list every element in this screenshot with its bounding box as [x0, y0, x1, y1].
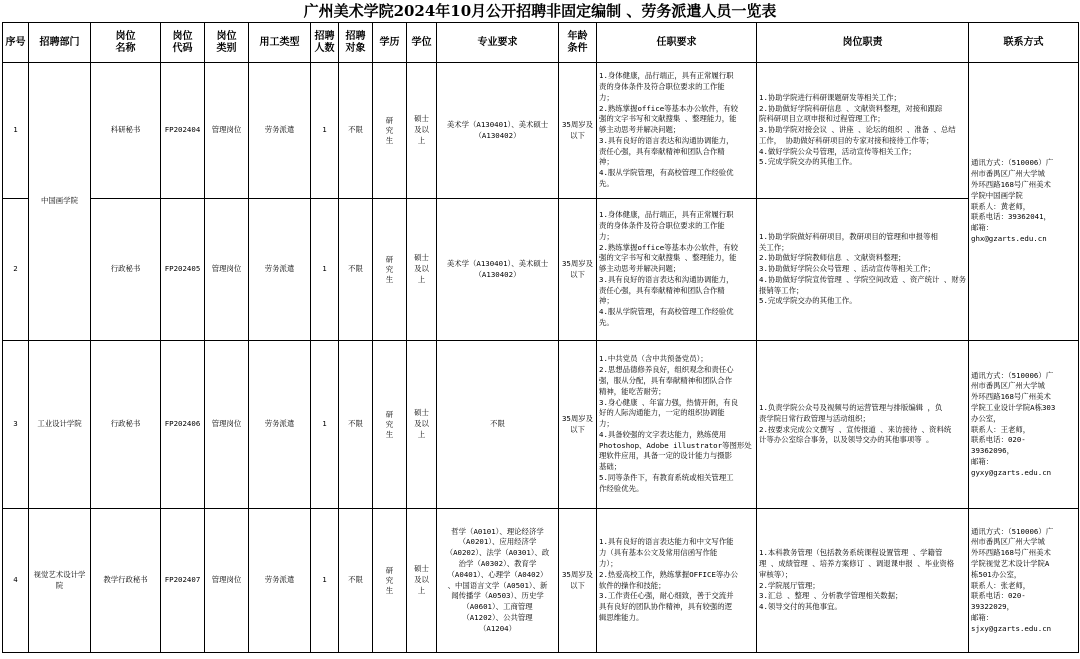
- header-requirements: 任职要求: [597, 23, 757, 63]
- duties-cell-line: 1.协助学院进行科研课题研发等相关工作；: [759, 92, 901, 102]
- post-code-cell: FP202406: [161, 341, 205, 509]
- contact-cell-line: 外环西路168号广州美术: [971, 548, 1051, 558]
- degree-cell-line: 硕士: [414, 564, 429, 574]
- requirements-cell-line: 精神，能吃苦耐劳；: [599, 386, 666, 396]
- edu-cell: [373, 341, 407, 509]
- header-post-name: 岗位 名称: [91, 23, 161, 63]
- employ-type-cell: 劳务派遣: [249, 63, 311, 199]
- major-cell-line: （A130402）: [474, 269, 521, 279]
- degree-cell-line: 及以: [414, 125, 429, 135]
- requirements-cell-line: 1.身体健康，品行端正，具有正常履行职: [599, 210, 734, 220]
- degree-cell-lines: [409, 253, 434, 285]
- requirements-cell-line: 作经验优先。: [599, 483, 644, 493]
- seq-cell: 1: [3, 63, 29, 199]
- target-cell: 不限: [339, 199, 373, 341]
- degree-cell-line: 硕士: [414, 253, 429, 263]
- degree-cell-line: 上: [417, 585, 426, 595]
- contact-cell-line: gyxy@gzarts.edu.cn: [971, 467, 1052, 477]
- requirements-cell-line: 2.思想品德修养良好，组织观念和责任心: [599, 365, 734, 375]
- age-cell-lines: [561, 259, 594, 281]
- edu-cell-text: 研究生: [385, 565, 394, 595]
- header-seq: 序号: [3, 23, 29, 63]
- header-target: 招聘 对象: [339, 23, 373, 63]
- target-cell: 不限: [339, 509, 373, 653]
- duties-cell-line: 4.协助做好学院宣传管理 、学院空间改造 、资产统计 、财务: [759, 274, 967, 284]
- contact-cell: [969, 341, 1079, 509]
- duties-cell-line: 5.完成学院交办的其他工作。: [759, 157, 857, 167]
- duties-cell-line: 关工作；: [759, 242, 789, 252]
- contact-cell-line: 通讯方式：（510006）广: [971, 526, 1054, 536]
- degree-cell: [407, 199, 437, 341]
- duties-cell-line: 工作， 协助做好科研项目的专家对接和接待工作等；: [759, 135, 934, 145]
- contact-cell-line: sjxy@gzarts.edu.cn: [971, 623, 1052, 633]
- header-row: [3, 23, 1079, 63]
- degree-cell-line: 上: [417, 429, 426, 439]
- edu-cell: [373, 199, 407, 341]
- dept-cell: 视觉艺术设计学院: [29, 509, 91, 653]
- dept-cell: 中国画学院: [29, 63, 91, 341]
- duties-cell-lines: [759, 403, 966, 446]
- post-code-cell: FP202405: [161, 199, 205, 341]
- degree-cell-line: 硕士: [414, 408, 429, 418]
- count-cell: 1: [311, 341, 339, 509]
- page-title: 广州美术学院2024年10月公开招聘非固定编制 、劳务派遣人员一览表: [303, 2, 777, 20]
- contact-cell-line: 邮箱：: [971, 223, 994, 233]
- degree-cell-line: 上: [417, 135, 426, 145]
- requirements-cell-line: 好的人际沟通能力，一定的组织协调能: [599, 408, 725, 418]
- age-cell-lines: [561, 414, 594, 436]
- requirements-cell-line: 力；: [599, 231, 614, 241]
- major-cell-lines: [439, 259, 556, 281]
- duties-cell-line: 3.协助做好学院公众号管理 、活动宣传等相关工作；: [759, 264, 935, 274]
- major-cell: [437, 341, 559, 509]
- degree-cell-line: 硕士: [414, 114, 429, 124]
- contact-cell-line: 39322029，: [971, 602, 1014, 612]
- contact-cell-lines: [971, 527, 1076, 635]
- seq-cell: 4: [3, 509, 29, 653]
- requirements-cell-lines: [599, 210, 754, 329]
- requirements-cell-lines: [599, 537, 754, 623]
- edu-cell-text: 研究生: [385, 254, 394, 284]
- duties-cell-line: 1.负责学院公众号及视频号的运营管理与排版编辑 ，负: [759, 402, 943, 412]
- edu-cell-text: 研究生: [385, 409, 394, 439]
- requirements-cell-line: 力（具有基本公文及常用信函写作能: [599, 548, 718, 558]
- duties-cell-lines: [759, 548, 966, 613]
- age-cell-line: 以下: [570, 269, 585, 279]
- requirements-cell-line: 3.工作责任心强，耐心细致，善于交流并: [599, 591, 734, 601]
- major-cell-line: 不限: [490, 419, 505, 429]
- table-row: [3, 63, 1079, 199]
- degree-cell-line: 及以: [414, 419, 429, 429]
- degree-cell-line: 及以: [414, 264, 429, 274]
- header-post-code: 岗位 代码: [161, 23, 205, 63]
- duties-cell-line: 2.协助做好学院科研信息 、文献资料整理，对接和跟踪: [759, 103, 943, 113]
- requirements-cell-line: 神；: [599, 157, 614, 167]
- contact-cell-line: 学院中国画学院: [971, 190, 1023, 200]
- duties-cell-line: 4.做好学院公众号管理，活动宣传等相关工作；: [759, 146, 916, 156]
- header-major: 专业要求: [437, 23, 559, 63]
- age-cell-line: 35周岁及: [561, 413, 594, 423]
- requirements-cell-line: 3.具有良好的语言表达和沟通协调能力，: [599, 274, 734, 284]
- major-cell-lines: [439, 419, 556, 430]
- target-cell: 不限: [339, 341, 373, 509]
- post-type-cell: 管理岗位: [205, 509, 249, 653]
- requirements-cell-line: 责的身体条件及符合职位要求的工作能: [599, 220, 725, 230]
- age-cell-line: 35周岁及: [561, 258, 594, 268]
- contact-cell-line: 学院工业设计学院A栋303: [971, 402, 1056, 412]
- count-cell: 1: [311, 63, 339, 199]
- requirements-cell-line: 力）；: [599, 558, 618, 568]
- employ-type-cell: 劳务派遣: [249, 341, 311, 509]
- requirements-cell-line: 神；: [599, 296, 614, 306]
- degree-cell-line: 上: [417, 274, 426, 284]
- requirements-cell-line: 4.具备较强的文字表达能力，熟练使用: [599, 429, 727, 439]
- header-post-type: 岗位 类别: [205, 23, 249, 63]
- major-cell-line: （A1204）: [478, 623, 517, 633]
- degree-cell-line: 及以: [414, 575, 429, 585]
- contact-cell-line: 州市番禺区广州大学城: [971, 537, 1045, 547]
- major-cell-line: 闻传播学（A0503）、历史学: [451, 591, 544, 601]
- requirements-cell-line: Photoshop、Adobe illustrator等图形处: [599, 440, 752, 450]
- requirements-cell-line: 强的文字书写和文献搜集 、整理能力，能: [599, 253, 737, 263]
- requirements-cell: [597, 509, 757, 653]
- contact-cell-lines: [971, 371, 1076, 479]
- contact-cell: [969, 509, 1079, 653]
- requirements-cell-line: 强，服从分配，具有奉献精神和团队合作: [599, 375, 733, 385]
- age-cell-lines: [561, 570, 594, 592]
- requirements-cell-line: 力；: [599, 419, 614, 429]
- target-cell: 不限: [339, 63, 373, 199]
- contact-cell-line: 39362096，: [971, 446, 1014, 456]
- post-name-cell: 行政秘书: [91, 341, 161, 509]
- edu-cell: [373, 509, 407, 653]
- requirements-cell-line: 1.身体健康，品行端正，具有正常履行职: [599, 71, 734, 81]
- contact-cell-line: ghx@gzarts.edu.cn: [971, 233, 1047, 243]
- contact-cell-line: 州市番禺区广州大学城: [971, 381, 1045, 391]
- duties-cell: [757, 341, 969, 509]
- employ-type-cell: 劳务派遣: [249, 199, 311, 341]
- duties-cell-line: 院科研项目立项申报和过程管理工作；: [759, 114, 885, 124]
- major-cell-line: （A130402）: [474, 130, 521, 140]
- requirements-cell-line: 理软件应用，具备一定的设计能力与摄影: [599, 451, 733, 461]
- duties-cell-line: 3.汇总 、整理 、分析教学管理相关数据；: [759, 591, 903, 601]
- major-cell: [437, 63, 559, 199]
- header-age: 年龄 条件: [559, 23, 597, 63]
- requirements-cell-line: 先。: [599, 179, 614, 189]
- requirements-cell-line: 力；: [599, 92, 614, 102]
- duties-cell-line: 报销等工作；: [759, 285, 804, 295]
- requirements-cell: [597, 63, 757, 199]
- degree-cell-lines: [409, 408, 434, 440]
- post-code-cell: FP202404: [161, 63, 205, 199]
- contact-cell-line: 州市番禺区广州大学城: [971, 169, 1045, 179]
- table-row: [3, 341, 1079, 509]
- major-cell-line: 美术学（A130401）、美术硕士: [446, 258, 549, 268]
- seq-cell: 3: [3, 341, 29, 509]
- age-cell-line: 35周岁及: [561, 119, 594, 129]
- contact-cell-line: 通讯方式：（510006）广: [971, 158, 1054, 168]
- contact-cell-line: 联系电话：020-: [971, 591, 1026, 601]
- table-row: [3, 199, 1079, 341]
- age-cell: [559, 509, 597, 653]
- requirements-cell-line: 2.热爱高校工作，熟练掌握OFFICE等办公: [599, 569, 739, 579]
- header-contact: 联系方式: [969, 23, 1079, 63]
- employ-type-cell: 劳务派遣: [249, 509, 311, 653]
- seq-cell: 2: [3, 199, 29, 341]
- dept-cell: 工业设计学院: [29, 341, 91, 509]
- requirements-cell: [597, 199, 757, 341]
- contact-cell-line: 联系电话：020-: [971, 435, 1026, 445]
- requirements-cell-line: 够主动思考并解决问题；: [599, 125, 681, 135]
- duties-cell-line: 2.协助做好学院教师信息 、文献资料整理；: [759, 253, 906, 263]
- post-type-cell: 管理岗位: [205, 341, 249, 509]
- major-cell-line: 哲学（A0101）、理论经济学: [451, 526, 544, 536]
- requirements-cell-line: 1.具有良好的语言表达能力和中文写作能: [599, 537, 734, 547]
- major-cell: [437, 199, 559, 341]
- major-cell-line: 治学（A0302）、教育学: [458, 558, 537, 568]
- contact-cell-line: 栋501办公室，: [971, 569, 1022, 579]
- major-cell-lines: [439, 120, 556, 142]
- header-dept: 招聘部门: [29, 23, 91, 63]
- requirements-cell-line: 3.具有良好的语言表达和沟通协调能力，: [599, 135, 734, 145]
- requirements-cell-line: 1.中共党员（含中共预备党员）；: [599, 354, 708, 364]
- header-employ-type: 用工类型: [249, 23, 311, 63]
- post-name-cell: 科研秘书: [91, 63, 161, 199]
- major-cell-line: 、中国语言文学（A0501）、新: [447, 580, 548, 590]
- duties-cell-line: 计等办公室综合事务，以及领导交办的其他事项等 。: [759, 435, 934, 445]
- age-cell-line: 以下: [570, 580, 585, 590]
- requirements-cell: [597, 341, 757, 509]
- contact-cell-line: 邮箱：: [971, 456, 994, 466]
- header-edu: 学历: [373, 23, 407, 63]
- requirements-cell-line: 4.服从学院管理，有高校管理工作经验优: [599, 307, 734, 317]
- post-code-cell: FP202407: [161, 509, 205, 653]
- duties-cell: [757, 63, 969, 199]
- duties-cell-line: 1.协助学院做好科研项目，教研项目的管理和申报等相: [759, 231, 938, 241]
- degree-cell-lines: [409, 114, 434, 146]
- age-cell-line: 35周岁及: [561, 569, 594, 579]
- requirements-cell-lines: [599, 71, 754, 190]
- duties-cell: [757, 199, 969, 341]
- duties-cell-line: 5.完成学院交办的其他工作。: [759, 296, 857, 306]
- duties-cell-line: 2.学院展厅管理；: [759, 580, 820, 590]
- age-cell-line: 以下: [570, 130, 585, 140]
- contact-cell-line: 学院视觉艺术设计学院A: [971, 558, 1050, 568]
- major-cell-line: （A0401）、心理学（A0402）: [447, 569, 548, 579]
- major-cell-line: 美术学（A130401）、美术硕士: [446, 119, 549, 129]
- requirements-cell-line: 2.熟练掌握office等基本办公软件，有较: [599, 242, 739, 252]
- requirements-cell-line: 2.熟练掌握office等基本办公软件，有较: [599, 103, 739, 113]
- degree-cell: [407, 509, 437, 653]
- header-count: 招聘 人数: [311, 23, 339, 63]
- duties-cell-line: 审核等）；: [759, 569, 793, 579]
- contact-cell-line: 通讯方式：（510006）广: [971, 370, 1054, 380]
- duties-cell-line: 3.协助学院对接会议 、讲座 、论坛的组织 、准备 、总结: [759, 125, 956, 135]
- duties-cell-line: 1.本科教务管理（包括教务系统课程设置管理 、学籍管: [759, 548, 943, 558]
- age-cell-lines: [561, 120, 594, 142]
- requirements-cell-line: 具有良好的团队协作精神，具有较强的逻: [599, 602, 733, 612]
- age-cell-line: 以下: [570, 424, 585, 434]
- requirements-cell-line: 3.身心健康 、年富力强，热情开朗，有良: [599, 397, 738, 407]
- contact-cell-lines: [971, 158, 1076, 244]
- recruitment-table: [2, 22, 1079, 653]
- contact-cell-line: 外环西路168号广州美术: [971, 392, 1051, 402]
- age-cell: [559, 341, 597, 509]
- post-name-cell: 教学行政秘书: [91, 509, 161, 653]
- duties-cell-line: 理 、成绩管理 、培养方案修订 、调退课申报 、毕业资格: [759, 558, 955, 568]
- header-duties: 岗位职责: [757, 23, 969, 63]
- duties-cell-lines: [759, 93, 966, 169]
- contact-cell-line: 邮箱：: [971, 612, 994, 622]
- age-cell: [559, 199, 597, 341]
- table-row: [3, 509, 1079, 653]
- major-cell-lines: [439, 527, 556, 635]
- header-degree: 学位: [407, 23, 437, 63]
- major-cell-line: （A1202）、公共管理: [462, 612, 533, 622]
- requirements-cell-line: 够主动思考并解决问题；: [599, 264, 681, 274]
- major-cell-line: （A0601）、工商管理: [462, 602, 533, 612]
- requirements-cell-lines: [599, 354, 754, 494]
- degree-cell: [407, 63, 437, 199]
- duties-cell-line: 4.领导交付的其他事宜。: [759, 602, 842, 612]
- requirements-cell-line: 强的文字书写和文献搜集 、整理能力，能: [599, 114, 737, 124]
- requirements-cell-line: 责任心强，具有奉献精神和团队合作精: [599, 146, 725, 156]
- contact-cell-line: 办公室，: [971, 413, 1001, 423]
- count-cell: 1: [311, 199, 339, 341]
- edu-cell: [373, 63, 407, 199]
- duties-cell-line: 2.按要求完成公文撰写 、宣传报道 、来访接待 、资料统: [759, 424, 952, 434]
- requirements-cell-line: 4.服从学院管理，有高校管理工作经验优: [599, 168, 734, 178]
- contact-cell-line: 联系人：王老师，: [971, 424, 1031, 434]
- requirements-cell-line: 责的身体条件及符合职位要求的工作能: [599, 81, 725, 91]
- post-name-cell: 行政秘书: [91, 199, 161, 341]
- contact-cell: [969, 63, 1079, 341]
- count-cell: 1: [311, 509, 339, 653]
- requirements-cell-line: 软件的操作和技能；: [599, 580, 666, 590]
- contact-cell-line: 外环西路168号广州美术: [971, 179, 1051, 189]
- duties-cell-line: 责学院日常行政管理与活动组织；: [759, 413, 870, 423]
- major-cell-line: （A0202）、法学（A0301）、政: [445, 548, 550, 558]
- duties-cell: [757, 509, 969, 653]
- major-cell-line: （A0201）、应用经济学: [458, 537, 537, 547]
- requirements-cell-line: 辑思维能力。: [599, 612, 644, 622]
- major-cell: [437, 509, 559, 653]
- post-type-cell: 管理岗位: [205, 199, 249, 341]
- contact-cell-line: 联系电话：39362041，: [971, 212, 1051, 222]
- requirements-cell-line: 责任心强，具有奉献精神和团队合作精: [599, 285, 725, 295]
- contact-cell-line: 联系人：黄老师，: [971, 201, 1031, 211]
- requirements-cell-line: 先。: [599, 318, 614, 328]
- degree-cell: [407, 341, 437, 509]
- edu-cell-text: 研究生: [385, 115, 394, 145]
- age-cell: [559, 63, 597, 199]
- contact-cell-line: 联系人：张老师，: [971, 580, 1031, 590]
- requirements-cell-line: 基础；: [599, 462, 622, 472]
- degree-cell-lines: [409, 564, 434, 596]
- duties-cell-lines: [759, 232, 966, 308]
- requirements-cell-line: 5.同等条件下，有教育系统或相关管理工: [599, 473, 734, 483]
- post-type-cell: 管理岗位: [205, 63, 249, 199]
